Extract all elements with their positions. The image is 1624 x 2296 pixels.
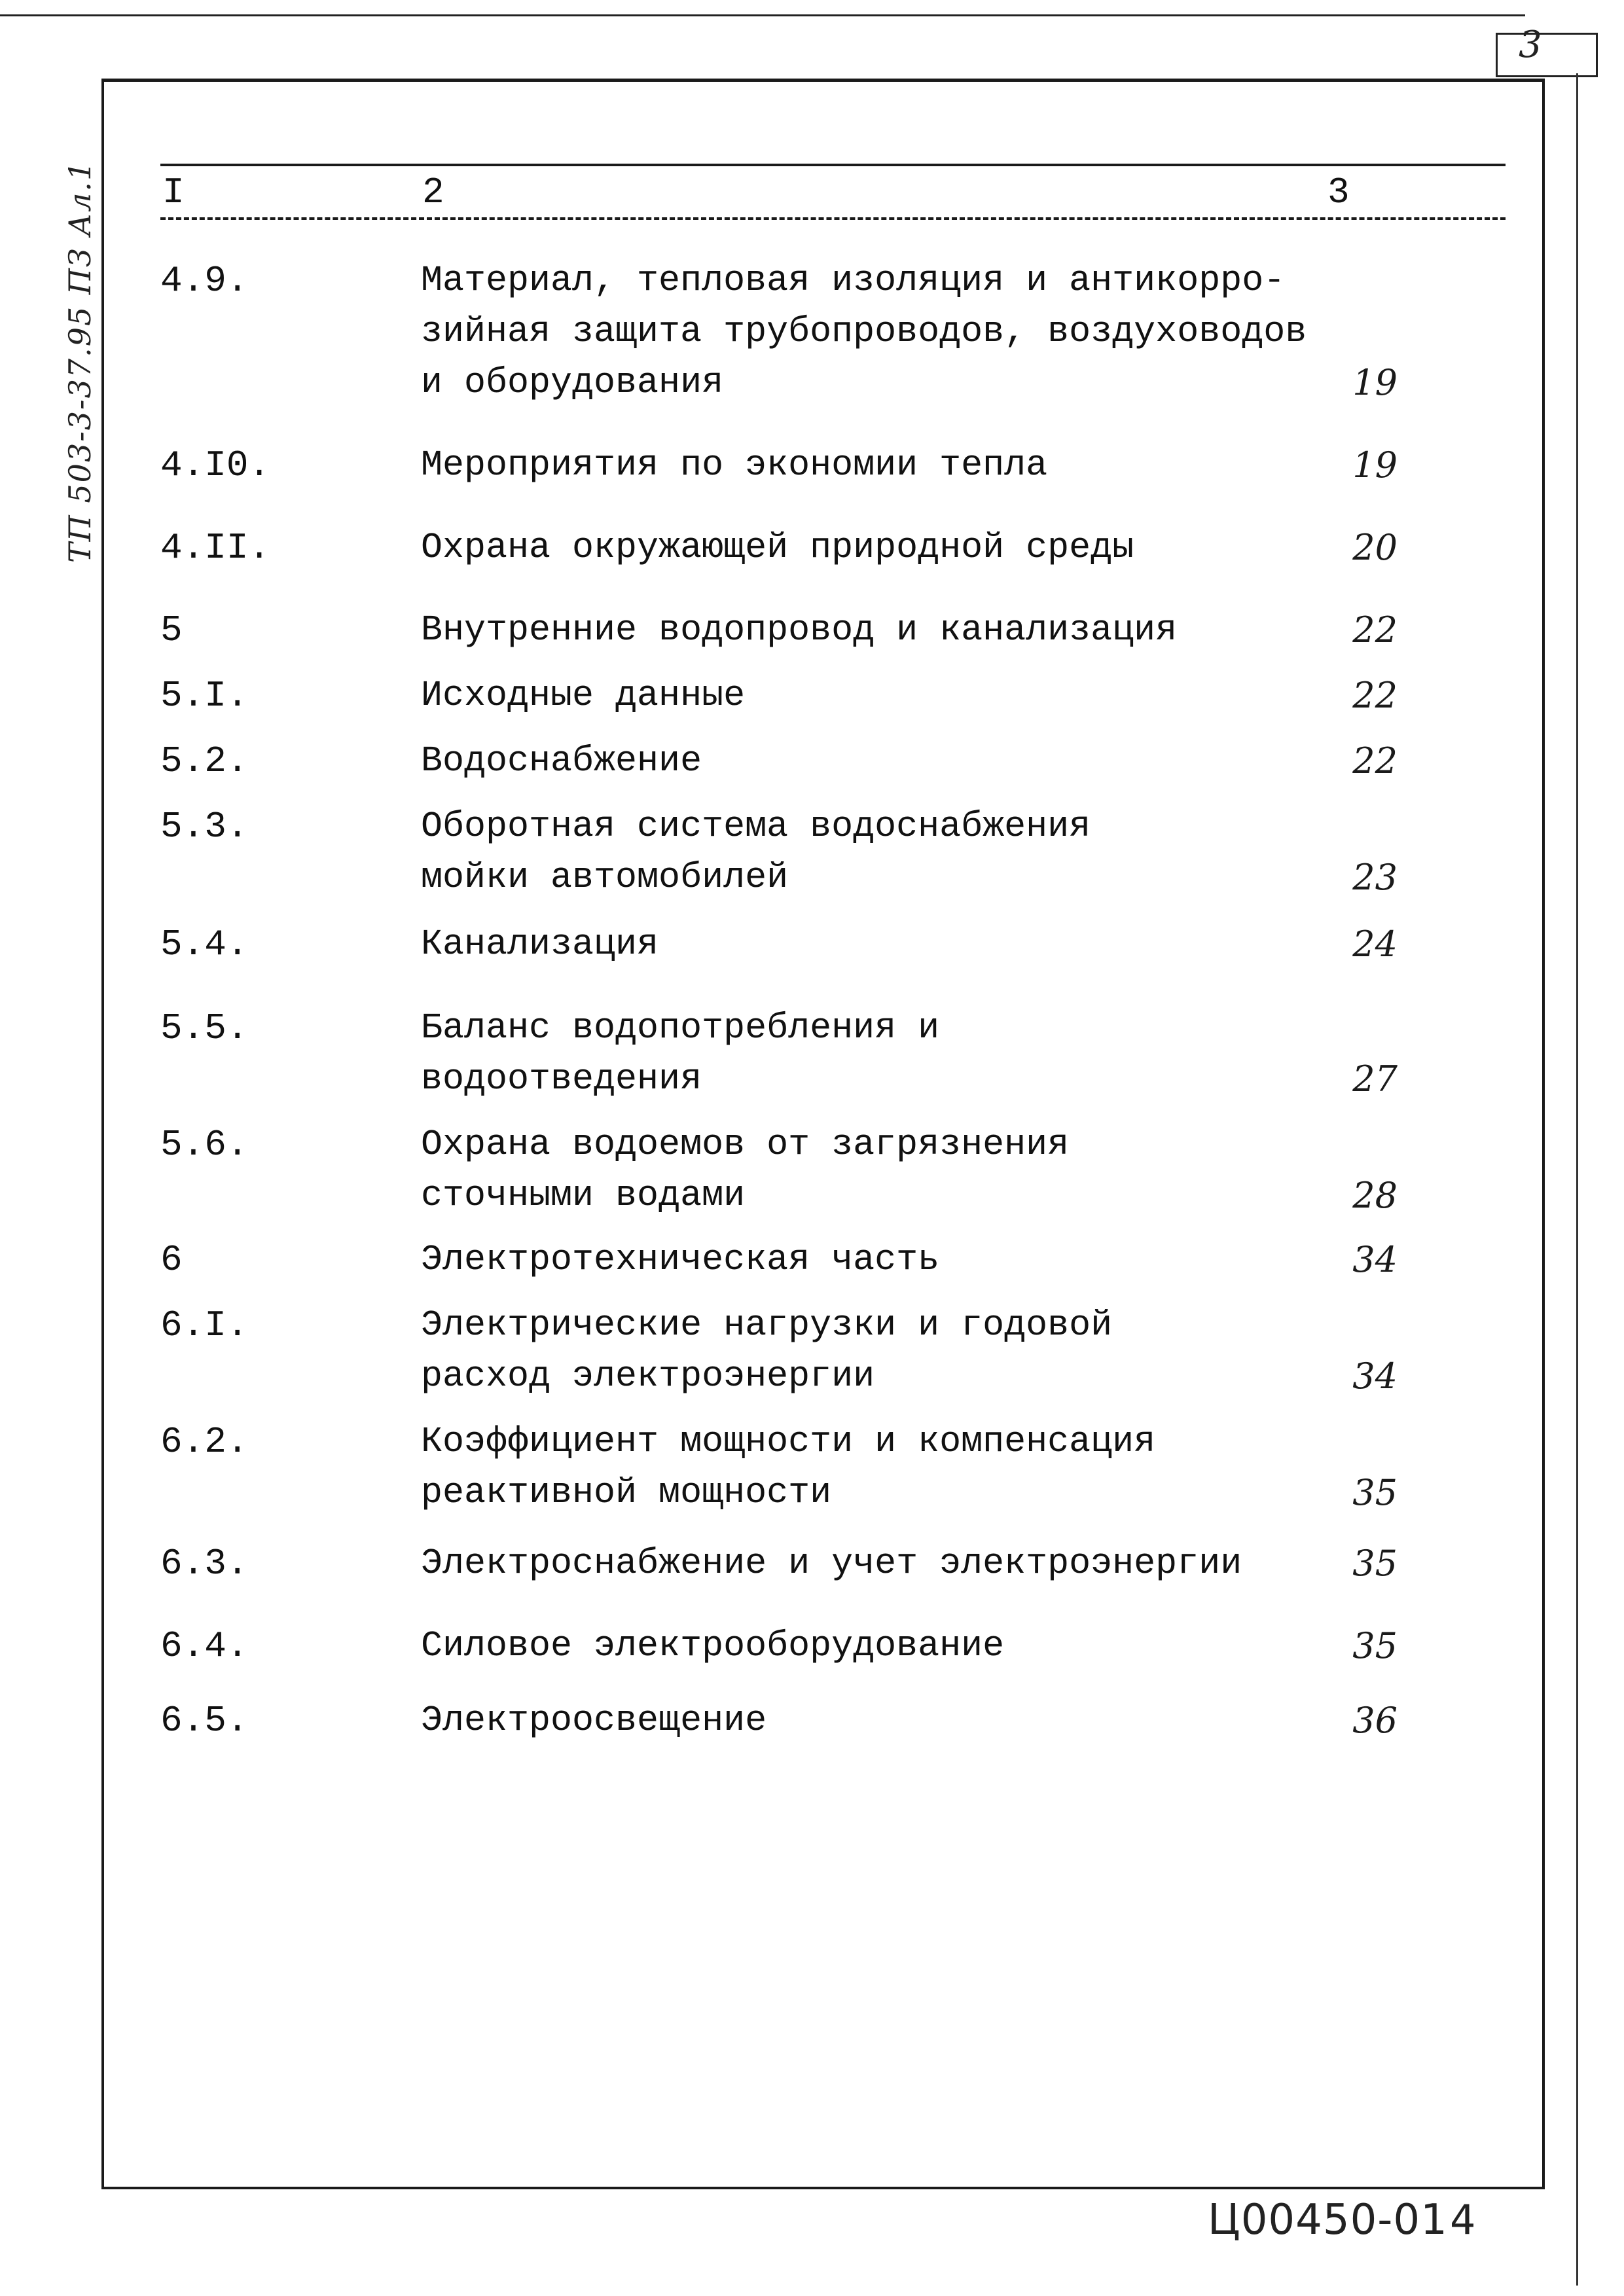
section-title: Электроосвещение	[421, 1700, 767, 1741]
section-number: 5.6.	[160, 1124, 249, 1166]
table-header-top-rule	[160, 164, 1506, 166]
toc-entry	[160, 255, 1496, 408]
section-number: 6.I.	[160, 1304, 249, 1346]
section-title: Баланс водопотребления и водоотведения	[421, 1007, 940, 1100]
section-title: Охрана окружающей природной среды	[421, 527, 1134, 568]
column-header-1: I	[162, 171, 185, 213]
top-border-line	[0, 14, 1525, 16]
section-title: Силовое электрооборудование	[421, 1625, 1005, 1666]
page-reference: 23	[1352, 857, 1398, 898]
page-reference: 36	[1352, 1700, 1398, 1741]
table-of-contents	[160, 255, 1496, 1746]
section-number: 6.5.	[160, 1700, 249, 1742]
section-title: Оборотная система водоснабжения мойки автомобилей	[421, 806, 1091, 898]
page-reference: 22	[1352, 609, 1398, 651]
section-title: Электрические нагрузки и годовой расход электроэнергии	[421, 1304, 1113, 1397]
page-number-box	[1496, 33, 1598, 77]
page-reference: 34	[1352, 1239, 1398, 1280]
section-number: 5.4.	[160, 924, 249, 965]
section-title: Мероприятия по экономии тепла	[421, 444, 1048, 486]
section-number: 6.2.	[160, 1421, 249, 1463]
page-reference: 24	[1352, 924, 1398, 965]
page-reference: 34	[1352, 1355, 1398, 1397]
section-title: Электротехническая часть	[421, 1239, 940, 1280]
toc-entry	[160, 1300, 1496, 1402]
section-number: 6.3.	[160, 1543, 249, 1585]
section-number: 5	[160, 609, 183, 651]
table-header-bottom-rule	[160, 217, 1506, 220]
section-number: 5.I.	[160, 675, 249, 717]
toc-entry	[160, 736, 1496, 787]
toc-entry	[160, 1003, 1496, 1105]
section-title: Материал, тепловая изоляция и антикорро- зийная защита трубопроводов, воздуховодов и оборудования	[421, 260, 1307, 403]
page-reference: 35	[1352, 1543, 1398, 1584]
page-reference: 35	[1352, 1625, 1398, 1666]
page-reference: 22	[1352, 740, 1398, 781]
toc-entry	[160, 440, 1496, 491]
toc-entry	[160, 1538, 1496, 1589]
section-title: Внутренние водопровод и канализация	[421, 609, 1178, 651]
toc-entry	[160, 605, 1496, 656]
section-number: 6.4.	[160, 1625, 249, 1667]
toc-entry	[160, 522, 1496, 573]
column-header-2: 2	[422, 171, 444, 213]
side-document-code: ТП 503-3-37.95 ПЗ Ал.1	[62, 160, 98, 563]
page-reference: 19	[1352, 362, 1398, 403]
toc-entry	[160, 1695, 1496, 1746]
section-number: 4.I0.	[160, 444, 271, 486]
toc-entry	[160, 801, 1496, 903]
section-number: 4.9.	[160, 260, 249, 302]
section-title: Водоснабжение	[421, 740, 702, 781]
toc-entry	[160, 1416, 1496, 1518]
section-number: 5.2.	[160, 740, 249, 782]
page-reference: 22	[1352, 675, 1398, 716]
right-edge-line	[1576, 73, 1578, 2286]
toc-entry	[160, 670, 1496, 721]
page-reference: 19	[1352, 444, 1398, 486]
section-number: 5.3.	[160, 806, 249, 848]
section-title: Исходные данные	[421, 675, 746, 716]
section-number: 5.5.	[160, 1007, 249, 1049]
section-title: Коэффициент мощности и компенсация реактивной мощности	[421, 1421, 1156, 1513]
document-archive-code: Ц00450-01	[1208, 2196, 1448, 2244]
page-number: 3	[1519, 24, 1542, 66]
toc-entry	[160, 1119, 1496, 1221]
toc-entry	[160, 1234, 1496, 1285]
page-reference: 27	[1352, 1058, 1398, 1100]
section-title: Канализация	[421, 924, 659, 965]
toc-entry	[160, 1621, 1496, 1672]
section-number: 4.II.	[160, 527, 271, 569]
section-number: 6	[160, 1239, 183, 1281]
section-title: Охрана водоемов от загрязнения сточными водами	[421, 1124, 1070, 1216]
page-reference: 28	[1352, 1175, 1398, 1216]
column-header-3: 3	[1327, 171, 1350, 213]
page-reference: 20	[1352, 527, 1398, 568]
sheet-number: 4	[1450, 2196, 1476, 2244]
toc-entry	[160, 919, 1496, 970]
page-reference: 35	[1352, 1472, 1398, 1513]
section-title: Электроснабжение и учет электроэнергии	[421, 1543, 1242, 1584]
